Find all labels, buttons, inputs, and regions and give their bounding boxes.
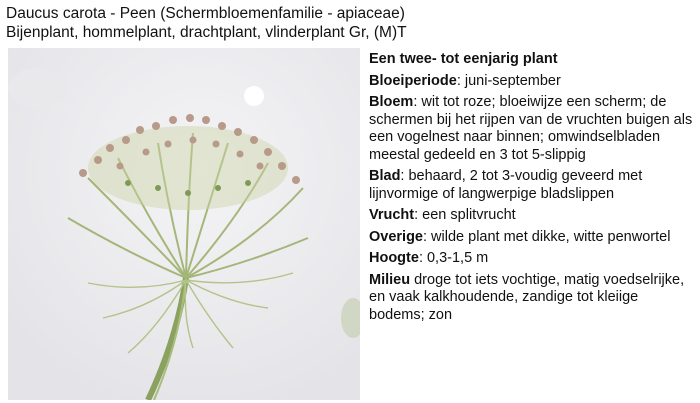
habitat-description: Milieu droge tot iets vochtige, matig voedselrijke, en vaak kalkhoudende, zandige tot kleiige bodems; zon bbox=[369, 271, 685, 323]
pollinator-info: Bijenplant, hommelplant, drachtplant, vlinderplant Gr, (M)T bbox=[6, 24, 407, 41]
bloom-period: Bloeiperiode: juni-september bbox=[369, 72, 561, 89]
plant-description bbox=[369, 51, 697, 328]
other-description: Overige: wilde plant met dikke, witte penwortel bbox=[369, 228, 671, 245]
plant-photo bbox=[8, 48, 360, 400]
species-title: Daucus carota - Peen (Schermbloemenfamilie - apiaceae) bbox=[6, 5, 405, 22]
fruit-description: Vrucht: een splitvrucht bbox=[369, 207, 516, 223]
header bbox=[6, 4, 407, 42]
flower-description: Bloem: wit tot roze; bloeiwijze een scherm; de schermen bij het rijpen van de vruchten buigen als een vogelnest naar binnen; omwindselbladen meestal gedeeld en 3 tot 5-slippig bbox=[369, 94, 693, 163]
leaf-description: Blad: behaard, 2 tot 3-voudig geveerd met lijnvormige of langwerpige bladslippen bbox=[369, 168, 643, 202]
life-cycle: Een twee- tot eenjarig plant bbox=[369, 51, 558, 67]
height-description: Hoogte: 0,3-1,5 m bbox=[369, 250, 489, 266]
wild-carrot-umbel-icon bbox=[8, 48, 360, 400]
